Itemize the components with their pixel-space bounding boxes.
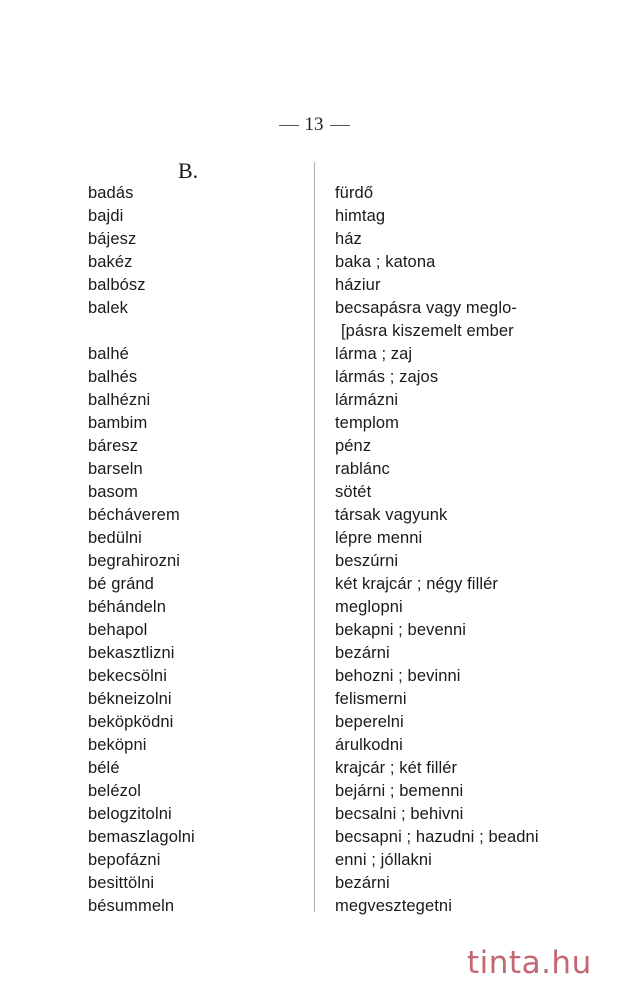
watermark: tinta.hu (467, 945, 592, 981)
left-entry: bekecsölni (88, 667, 167, 685)
page-number-dash-right (330, 125, 350, 126)
left-entry: bé gránd (88, 575, 154, 593)
page-number-dash-left (279, 125, 299, 126)
left-entry: bambim (88, 414, 148, 432)
left-entry: bajdi (88, 207, 124, 225)
left-entry: badás (88, 184, 134, 202)
page-number (0, 114, 628, 136)
right-entry: beperelni (335, 713, 404, 731)
left-entry: bécháverem (88, 506, 180, 524)
right-entry: krajcár ; két fillér (335, 759, 458, 777)
left-entry: békneizolni (88, 690, 172, 708)
right-entry: meglopni (335, 598, 403, 616)
left-entry: belogzitolni (88, 805, 172, 823)
right-entry: beszúrni (335, 552, 399, 570)
left-entry: belézol (88, 782, 141, 800)
right-entry: lépre menni (335, 529, 423, 547)
right-entry: társak vagyunk (335, 506, 448, 524)
right-entry: templom (335, 414, 399, 432)
right-entry: árulkodni (335, 736, 403, 754)
left-entry: balhé (88, 345, 129, 363)
right-entry: bezárni (335, 874, 390, 892)
right-entry-continuation: [pásra kiszemelt ember (341, 322, 514, 340)
left-entry: behapol (88, 621, 148, 639)
right-entry: felismerni (335, 690, 407, 708)
right-entry: lármázni (335, 391, 399, 409)
right-entry: bejárni ; bemenni (335, 782, 464, 800)
left-entry: besittölni (88, 874, 155, 892)
left-entry: balbósz (88, 276, 146, 294)
left-entry: balek (88, 299, 128, 317)
right-entry: bekapni ; bevenni (335, 621, 467, 639)
right-entry: himtag (335, 207, 386, 225)
left-entry: bemaszlagolni (88, 828, 195, 846)
right-entry: behozni ; bevinni (335, 667, 461, 685)
left-entry: béhándeln (88, 598, 166, 616)
left-entry: bakéz (88, 253, 133, 271)
section-letter: B. (178, 158, 199, 183)
right-entry: becsalni ; behivni (335, 805, 464, 823)
right-entry: lármás ; zajos (335, 368, 439, 386)
left-entry: bepofázni (88, 851, 161, 869)
right-entry: háziur (335, 276, 381, 294)
left-entry: balhés (88, 368, 138, 386)
left-entry: bésummeln (88, 897, 175, 915)
left-entry: basom (88, 483, 139, 501)
page-number-text: 13 (304, 114, 324, 135)
left-entry: balhézni (88, 391, 151, 409)
left-entry: bélé (88, 759, 120, 777)
right-entry: ház (335, 230, 362, 248)
left-entry: bájesz (88, 230, 137, 248)
left-entry: barseln (88, 460, 143, 478)
right-entry: enni ; jóllakni (335, 851, 432, 869)
right-entry: pénz (335, 437, 372, 455)
left-entry: beköpködni (88, 713, 174, 731)
right-entry: rablánc (335, 460, 390, 478)
left-entry: báresz (88, 437, 139, 455)
left-entry: beköpni (88, 736, 147, 754)
right-entry: két krajcár ; négy fillér (335, 575, 498, 593)
right-entry: lárma ; zaj (335, 345, 413, 363)
column-divider (314, 162, 315, 912)
left-entry: begrahirozni (88, 552, 181, 570)
right-entry: sötét (335, 483, 372, 501)
right-entry: baka ; katona (335, 253, 436, 271)
right-entry: becsapásra vagy meglo- (335, 299, 517, 317)
right-entry: bezárni (335, 644, 390, 662)
right-entry: becsapni ; hazudni ; beadni (335, 828, 539, 846)
right-entry: megvesztegetni (335, 897, 452, 915)
left-entry: bedülni (88, 529, 142, 547)
right-entry: fürdő (335, 184, 374, 202)
left-entry: bekasztlizni (88, 644, 175, 662)
